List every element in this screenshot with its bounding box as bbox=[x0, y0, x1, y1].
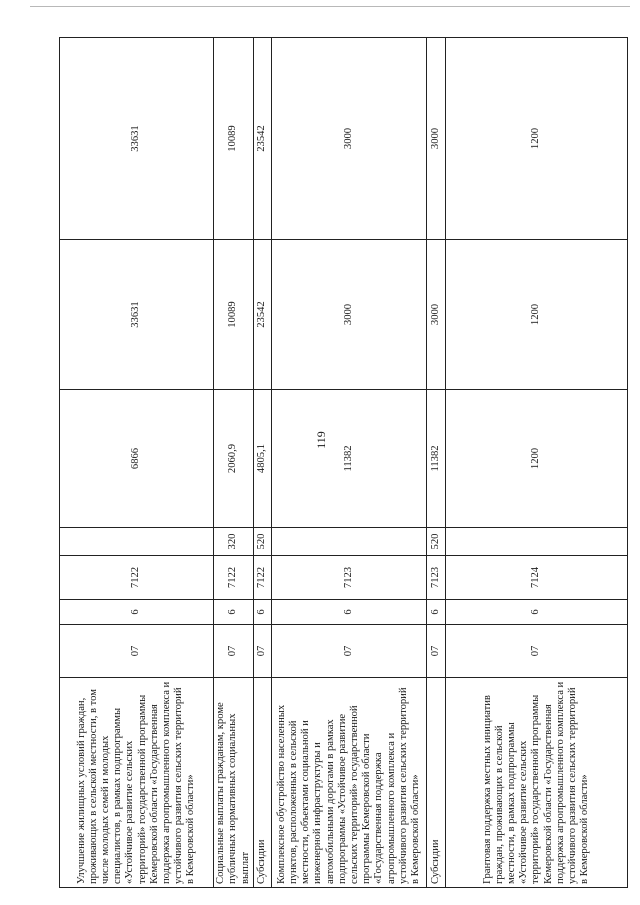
target-article: 7122 bbox=[60, 556, 214, 600]
amount-1: 2060,9 bbox=[214, 390, 254, 528]
target-article: 7123 bbox=[427, 556, 446, 600]
amount-1: 6866 bbox=[60, 390, 214, 528]
section-code: 07 bbox=[446, 625, 628, 678]
row-description: Улучшение жилищных условий граждан, проживающих в сельской местности, в том числе молодых семей и молодых специалистов, в рамках подпрограммы «Устойчивое развитие сельских территорий» государственной программы Кемеровской области «Государственная поддержка агропромышленного комплекса и устойчивого развития сельских территорий в Кемеровской области» bbox=[60, 678, 214, 888]
amount-3: 3000 bbox=[272, 38, 427, 240]
expense-type bbox=[446, 528, 628, 556]
expense-type: 320 bbox=[214, 528, 254, 556]
row-description: Комплексное обустройство населенных пунктов, расположенных в сельской местности, объектами социальной и инженерной инфраструктуры и автомобильными дорогами в рамках подпрограммы «Устойчивое развитие сельских территорий» государственной программы Кемеровской области «Государственная поддержка агропромышленного комплекса и устойчивого развития сельских территорий в Кемеровской области» bbox=[272, 678, 427, 888]
target-article: 7123 bbox=[272, 556, 427, 600]
amount-3: 10089 bbox=[214, 38, 254, 240]
table-row bbox=[214, 38, 254, 888]
amount-1: 11382 bbox=[272, 390, 427, 528]
expense-type bbox=[60, 528, 214, 556]
amount-2: 1200 bbox=[446, 240, 628, 390]
amount-3: 1200 bbox=[446, 38, 628, 240]
rotated-table-container bbox=[59, 38, 627, 888]
expense-type: 520 bbox=[427, 528, 446, 556]
subsection-code: 6 bbox=[214, 600, 254, 625]
section-code: 07 bbox=[60, 625, 214, 678]
amount-3: 23542 bbox=[254, 38, 272, 240]
amount-2: 3000 bbox=[427, 240, 446, 390]
row-description: Социальные выплаты гражданам, кроме публичных нормативных социальных выплат bbox=[214, 678, 254, 888]
table-row bbox=[272, 38, 427, 888]
target-article: 7122 bbox=[254, 556, 272, 600]
table-body bbox=[60, 38, 628, 888]
amount-1: 11382 bbox=[427, 390, 446, 528]
amount-2: 33631 bbox=[60, 240, 214, 390]
budget-table bbox=[59, 37, 628, 888]
amount-2: 3000 bbox=[272, 240, 427, 390]
subsection-code: 6 bbox=[427, 600, 446, 625]
amount-1: 1200 bbox=[446, 390, 628, 528]
scan-top-line bbox=[30, 6, 630, 7]
subsection-code: 6 bbox=[272, 600, 427, 625]
subsection-code: 6 bbox=[60, 600, 214, 625]
subsection-code: 6 bbox=[254, 600, 272, 625]
amount-1: 4805,1 bbox=[254, 390, 272, 528]
expense-type bbox=[272, 528, 427, 556]
table-row bbox=[427, 38, 446, 888]
amount-2: 23542 bbox=[254, 240, 272, 390]
section-code: 07 bbox=[427, 625, 446, 678]
amount-3: 3000 bbox=[427, 38, 446, 240]
row-description: Субсидии bbox=[427, 678, 446, 888]
section-code: 07 bbox=[214, 625, 254, 678]
row-description: Субсидии bbox=[254, 678, 272, 888]
table-row bbox=[60, 38, 214, 888]
row-description: Грантовая поддержка местных инициатив граждан, проживающих в сельской местности, в рамках подпрограммы «Устойчивое развитие сельских территорий» государственной программы Кемеровской области «Государственная поддержка агропромышленного комплекса и устойчивого развития сельских территорий в Кемеровской области» bbox=[446, 678, 628, 888]
expense-type: 520 bbox=[254, 528, 272, 556]
amount-2: 10089 bbox=[214, 240, 254, 390]
target-article: 7124 bbox=[446, 556, 628, 600]
subsection-code: 6 bbox=[446, 600, 628, 625]
section-code: 07 bbox=[254, 625, 272, 678]
table-row bbox=[254, 38, 272, 888]
target-article: 7122 bbox=[214, 556, 254, 600]
section-code: 07 bbox=[272, 625, 427, 678]
amount-3: 33631 bbox=[60, 38, 214, 240]
page-number: 119 bbox=[313, 431, 328, 449]
table-row bbox=[446, 38, 628, 888]
